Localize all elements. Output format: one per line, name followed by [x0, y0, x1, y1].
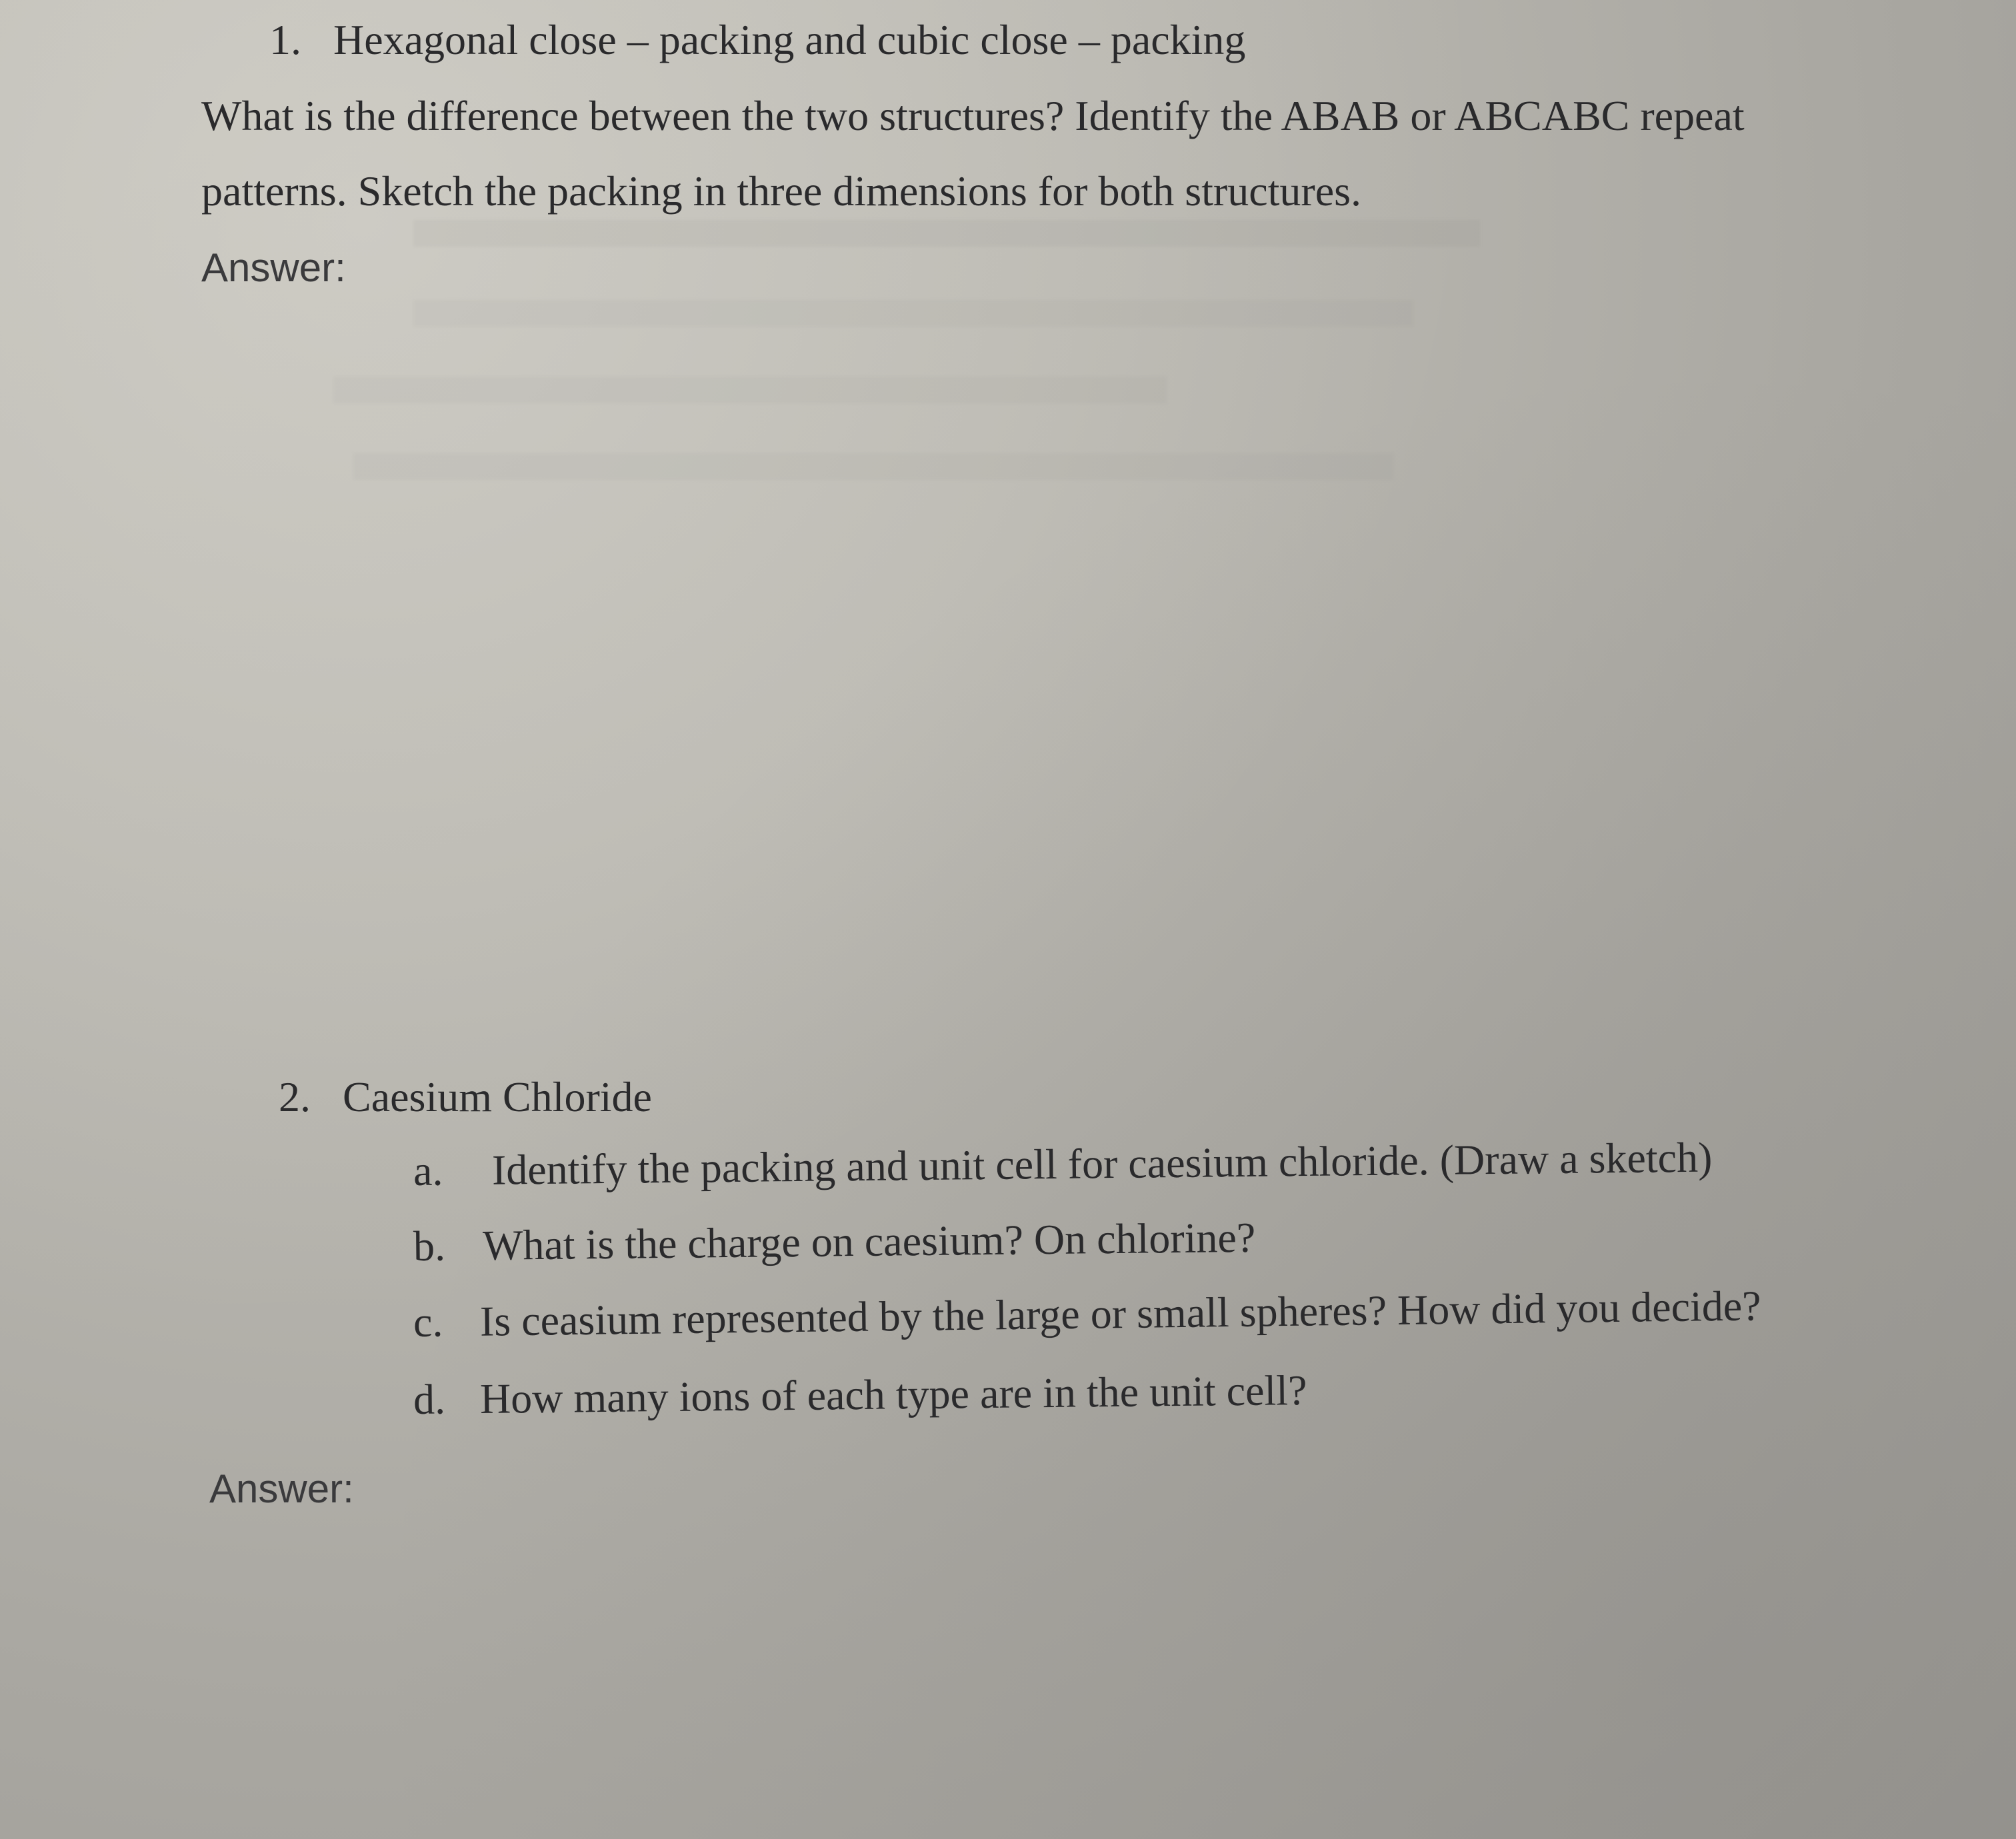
- question-2-item-a: [413, 1133, 1713, 1194]
- question-2-item-c: [413, 1284, 1761, 1344]
- question-2-answer-label: Answer:: [209, 1466, 354, 1511]
- question-1-title-text: Hexagonal close – packing and cubic close – packing: [333, 16, 1246, 63]
- question-2-title: [279, 1073, 652, 1120]
- item-letter: d.: [413, 1375, 446, 1423]
- question-2-title-text: Caesium Chloride: [343, 1073, 652, 1120]
- item-letter: c.: [413, 1298, 443, 1346]
- item-text: Identify the packing and unit cell for caesium chloride. (Draw a sketch): [491, 1133, 1713, 1194]
- bleed-through-shadow: [353, 453, 1393, 480]
- question-1-prompt-line-2: patterns. Sketch the packing in three dimensions for both structures.: [201, 167, 1362, 215]
- question-1-prompt-line-1: What is the difference between the two structures? Identify the ABAB or ABCABC repeat: [201, 92, 1745, 139]
- question-2-item-b: [413, 1213, 1256, 1270]
- bleed-through-shadow: [413, 300, 1413, 327]
- item-letter: b.: [413, 1222, 446, 1270]
- question-2-item-d: [413, 1366, 1307, 1423]
- question-1-title: [269, 16, 1246, 63]
- question-1-number: 1.: [269, 16, 301, 63]
- item-text: What is the charge on caesium? On chlorine?: [482, 1213, 1256, 1269]
- item-text: Is ceasium represented by the large or small spheres? How did you decide?: [479, 1282, 1761, 1345]
- item-letter: a.: [413, 1146, 443, 1194]
- question-1-answer-label: Answer:: [201, 245, 346, 290]
- question-2-number: 2.: [279, 1073, 311, 1120]
- bleed-through-shadow: [413, 220, 1480, 247]
- bleed-through-shadow: [333, 377, 1167, 403]
- item-text: How many ions of each type are in the unit cell?: [479, 1366, 1307, 1422]
